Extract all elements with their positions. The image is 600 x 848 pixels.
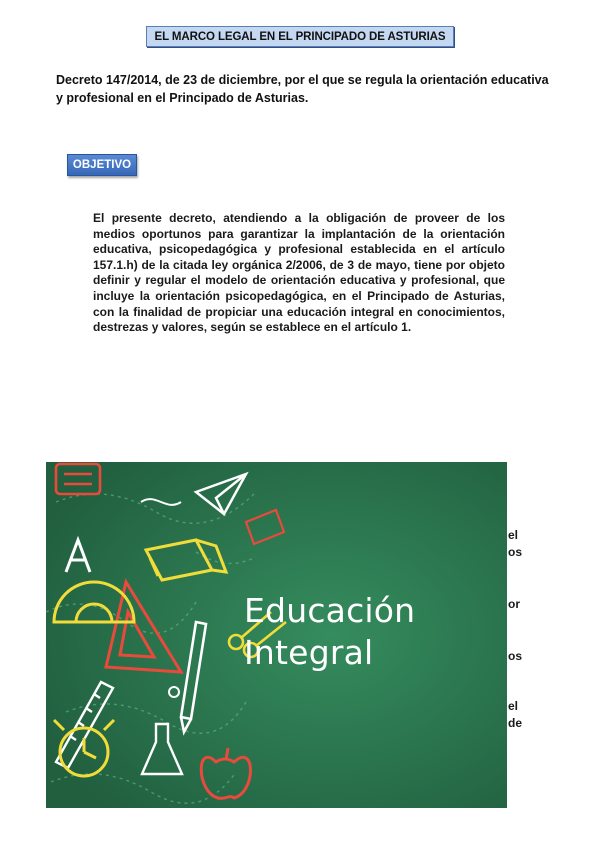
decree-reference: Decreto 147/2014, de 23 de diciembre, por el que se regula la orientación educativa y profesional en el Principado de Asturias. <box>56 73 549 105</box>
image-heading-line1: Educación <box>244 591 416 630</box>
image-heading-line2: Integral <box>244 633 374 672</box>
image-heading <box>244 590 504 674</box>
text-fragment: de <box>508 716 523 730</box>
document-title: EL MARCO LEGAL EN EL PRINCIPADO DE ASTURIAS <box>146 26 454 47</box>
text-fragment: el <box>508 528 519 542</box>
objective-label: OBJETIVO <box>67 154 137 176</box>
objective-paragraph: El presente decreto, atendiendo a la obligación de proveer de los medios oportunos para garantizar la implantación de la orientación educativa, psicopedagógica y profesional establecida en el artículo 157.1.h) de la citada ley orgánica 2/2006, de 3 de mayo, tiene por objeto definir y regular el modelo de orientación educativa y profesional, que incluye la orientación psicopedagógica, en el Principado de Asturias, con la finalidad de propiciar una educación integral en conocimientos, destrezas y valores, según se establece en el artículo 1. <box>93 211 505 335</box>
text-fragment: os <box>508 545 523 559</box>
educacion-integral-image <box>46 462 507 808</box>
text-fragment: or <box>508 597 520 611</box>
text-fragment: el <box>508 699 519 713</box>
text-fragment: os <box>508 649 523 663</box>
